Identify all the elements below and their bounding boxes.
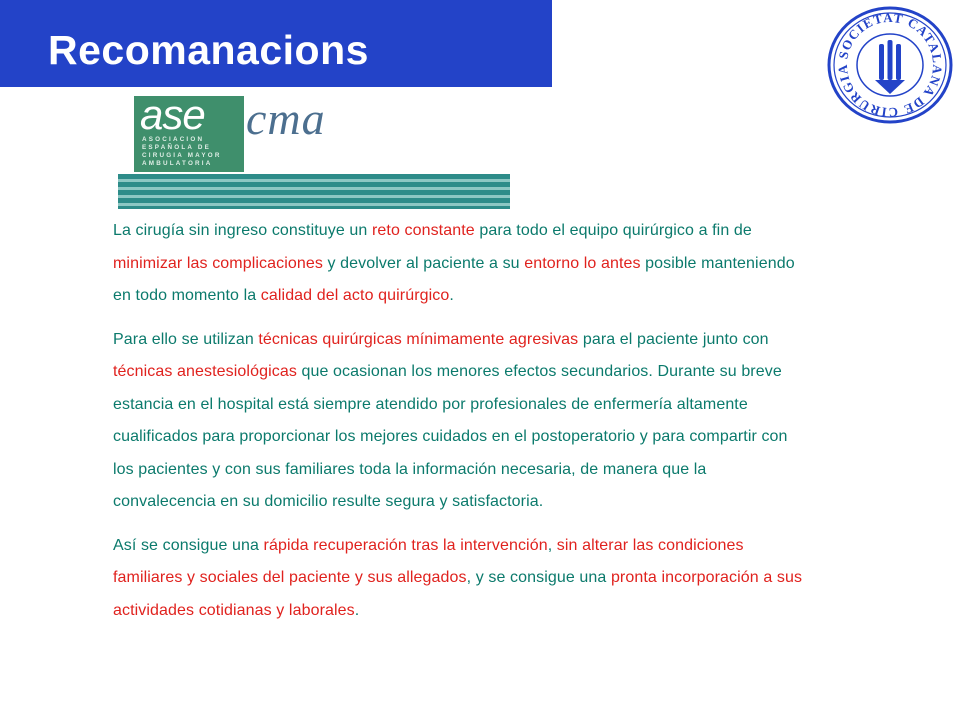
text-segment: . (354, 601, 360, 619)
highlighted-text: pronta incorporación a sus actividades cotidianas y laborales (113, 569, 803, 619)
text-segment: . (449, 287, 454, 304)
logo-stripe-band (118, 174, 510, 209)
body-text (113, 215, 803, 638)
text-segment: y devolver al paciente a su (322, 254, 525, 272)
text-segment: para el paciente junto con (578, 330, 769, 348)
paragraph (113, 215, 803, 313)
text-segment: Para ello se utilizan (113, 330, 259, 348)
logo-subtitle-line: AMBULATORIA (142, 160, 213, 167)
highlighted-text: rápida recuperación tras la intervención (263, 536, 548, 554)
highlighted-text: entorno lo antes (524, 254, 641, 272)
text-segment: La cirugía sin ingreso constituye un (113, 222, 372, 239)
seal-text: SOCIETAT CATALANA DE CIRURGIA (834, 9, 946, 121)
logo-subtitle-line: ASOCIACION (142, 136, 205, 143)
asecma-logo-icon (134, 91, 244, 172)
asecma-logo (118, 88, 510, 210)
logo-subtitle-line: CIRUGIA MAYOR (142, 152, 222, 159)
highlighted-text: técnicas anestesiológicas (113, 363, 297, 380)
text-segment: que ocasionan los menores efectos secundarios. Durante su breve estancia en el hospital está siempre atendido por profesionales de enfermería altamente cualificados para proporcionar los mejores cuidados en el postoperatorio y para compartir con los pacientes y con sus familiares toda la información necesaria, de manera que la convalecencia en su domicilio resulte segura y satisfactoria. (113, 363, 788, 510)
logo-brand-left: ase (140, 91, 205, 138)
highlighted-text: técnicas quirúrgicas mínimamente agresivas (258, 330, 579, 348)
highlighted-text: sin alterar las condiciones familiares y sociales del paciente y sus allegados (113, 536, 744, 586)
logo-subtitle-line: ESPAÑOLA DE (142, 144, 211, 151)
page-title: Recomanacions (48, 27, 369, 73)
highlighted-text: reto constante (371, 222, 475, 239)
logo-subtitle (142, 136, 238, 168)
text-segment: , y se consigue una (466, 569, 611, 586)
highlighted-text: calidad del acto quirúrgico (260, 287, 450, 304)
paragraph (113, 530, 803, 628)
highlighted-text: minimizar las complicaciones (113, 254, 323, 272)
societat-catalana-de-cirurgia-seal-icon (827, 6, 953, 124)
logo-brand-right: cma (246, 93, 326, 144)
text-segment: Así se consigue una (113, 536, 264, 554)
text-segment: posible manteniendo en todo momento la (113, 254, 795, 304)
text-segment: para todo el equipo quirúrgico a fin de (474, 222, 752, 239)
text-segment: , (547, 536, 557, 554)
paragraph (113, 324, 803, 519)
title-bar (0, 0, 552, 87)
